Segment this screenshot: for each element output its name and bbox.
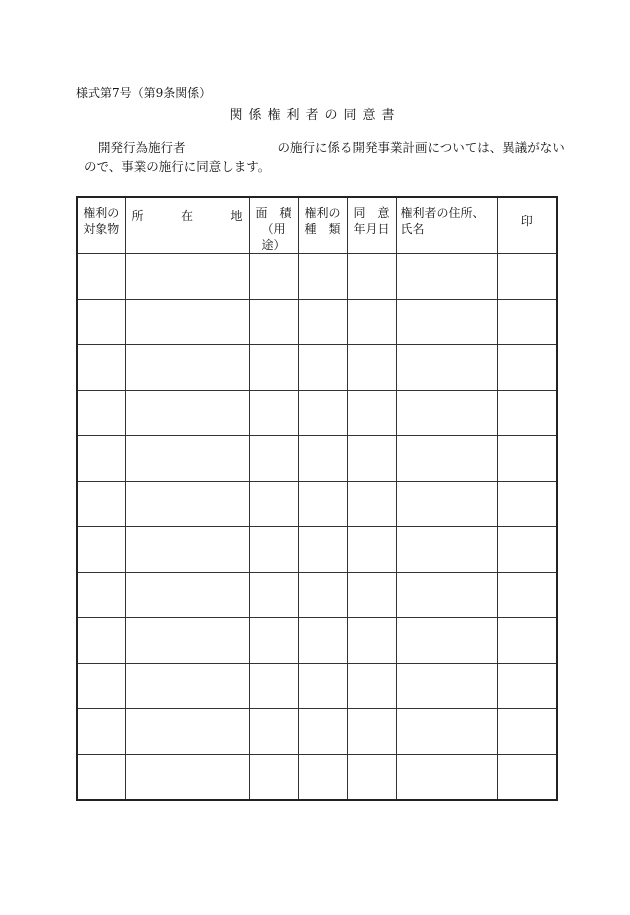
cell-area[interactable]	[249, 663, 298, 709]
cell-type[interactable]	[298, 436, 347, 482]
cell-date[interactable]	[347, 618, 396, 664]
header-area-char2: 積	[279, 206, 292, 220]
cell-seal[interactable]	[497, 345, 557, 391]
header-location	[125, 197, 249, 254]
cell-location[interactable]	[125, 390, 249, 436]
cell-area[interactable]	[249, 254, 298, 300]
cell-target[interactable]	[77, 436, 125, 482]
table-row	[77, 436, 557, 482]
cell-type[interactable]	[298, 572, 347, 618]
cell-area[interactable]	[249, 436, 298, 482]
cell-date[interactable]	[347, 436, 396, 482]
cell-location[interactable]	[125, 663, 249, 709]
header-location-char2: 在	[180, 209, 193, 223]
cell-holder[interactable]	[396, 345, 497, 391]
cell-location[interactable]	[125, 481, 249, 527]
cell-seal[interactable]	[497, 481, 557, 527]
statement-line-2: ので、事業の施行に同意します。	[84, 159, 271, 174]
cell-target[interactable]	[77, 709, 125, 755]
table-row	[77, 527, 557, 573]
cell-target[interactable]	[77, 390, 125, 436]
cell-type[interactable]	[298, 618, 347, 664]
header-seal	[497, 197, 557, 254]
cell-holder[interactable]	[396, 572, 497, 618]
cell-date[interactable]	[347, 663, 396, 709]
cell-location[interactable]	[125, 572, 249, 618]
header-date-char1: 同	[353, 206, 366, 220]
cell-area[interactable]	[249, 709, 298, 755]
cell-type[interactable]	[298, 390, 347, 436]
cell-area[interactable]	[249, 345, 298, 391]
header-date-char2: 意	[377, 206, 390, 220]
cell-area[interactable]	[249, 481, 298, 527]
table-row	[77, 345, 557, 391]
cell-holder[interactable]	[396, 254, 497, 300]
cell-location[interactable]	[125, 299, 249, 345]
cell-target[interactable]	[77, 754, 125, 800]
header-holder-line2: 氏名	[400, 222, 425, 236]
cell-seal[interactable]	[497, 618, 557, 664]
cell-seal[interactable]	[497, 663, 557, 709]
cell-type[interactable]	[298, 254, 347, 300]
header-target-line2: 対象物	[83, 222, 120, 236]
statement-line-1	[76, 138, 566, 157]
header-target	[77, 197, 125, 254]
table-row	[77, 663, 557, 709]
cell-type[interactable]	[298, 299, 347, 345]
cell-target[interactable]	[77, 663, 125, 709]
cell-seal[interactable]	[497, 254, 557, 300]
header-seal-label: 印	[520, 214, 533, 228]
cell-location[interactable]	[125, 254, 249, 300]
header-target-line1: 権利の	[83, 206, 120, 220]
cell-date[interactable]	[347, 527, 396, 573]
header-area-line2: （用途）	[261, 222, 286, 252]
cell-seal[interactable]	[497, 709, 557, 755]
header-type-line1: 権利の	[304, 206, 341, 220]
cell-holder[interactable]	[396, 663, 497, 709]
cell-area[interactable]	[249, 618, 298, 664]
cell-target[interactable]	[77, 618, 125, 664]
table-row	[77, 754, 557, 800]
cell-area[interactable]	[249, 390, 298, 436]
header-type	[298, 197, 347, 254]
cell-holder[interactable]	[396, 481, 497, 527]
header-date	[347, 197, 396, 254]
cell-date[interactable]	[347, 390, 396, 436]
cell-holder[interactable]	[396, 754, 497, 800]
cell-location[interactable]	[125, 709, 249, 755]
cell-target[interactable]	[77, 299, 125, 345]
document-title: 関係権利者の同意書	[229, 108, 401, 123]
form-number: 様式第7号（第9条関係）	[76, 86, 212, 100]
cell-location[interactable]	[125, 754, 249, 800]
cell-area[interactable]	[249, 572, 298, 618]
cell-holder[interactable]	[396, 299, 497, 345]
header-area	[249, 197, 298, 254]
cell-seal[interactable]	[497, 299, 557, 345]
cell-date[interactable]	[347, 481, 396, 527]
cell-seal[interactable]	[497, 390, 557, 436]
cell-location[interactable]	[125, 618, 249, 664]
header-area-char1: 面	[255, 206, 268, 220]
cell-target[interactable]	[77, 345, 125, 391]
cell-area[interactable]	[249, 527, 298, 573]
cell-date[interactable]	[347, 254, 396, 300]
cell-location[interactable]	[125, 345, 249, 391]
cell-seal[interactable]	[497, 436, 557, 482]
cell-type[interactable]	[298, 754, 347, 800]
table-header-row	[77, 197, 557, 254]
cell-location[interactable]	[125, 527, 249, 573]
cell-type[interactable]	[298, 345, 347, 391]
table-row	[77, 572, 557, 618]
cell-target[interactable]	[77, 254, 125, 300]
cell-holder[interactable]	[396, 390, 497, 436]
cell-area[interactable]	[249, 754, 298, 800]
cell-holder[interactable]	[396, 527, 497, 573]
header-location-char1: 所	[131, 209, 144, 223]
cell-target[interactable]	[77, 572, 125, 618]
cell-holder[interactable]	[396, 618, 497, 664]
cell-type[interactable]	[298, 709, 347, 755]
table-row	[77, 299, 557, 345]
table-row	[77, 481, 557, 527]
statement-continuation: の施行に係る開発事業計画については、異議がない	[277, 140, 565, 155]
cell-location[interactable]	[125, 436, 249, 482]
cell-date[interactable]	[347, 709, 396, 755]
consent-statement	[76, 138, 566, 176]
cell-type[interactable]	[298, 663, 347, 709]
cell-seal[interactable]	[497, 754, 557, 800]
consent-table	[76, 196, 558, 801]
table-row	[77, 709, 557, 755]
table-body	[77, 254, 557, 801]
cell-date[interactable]	[347, 345, 396, 391]
table-row	[77, 390, 557, 436]
header-location-char3: 地	[230, 209, 243, 223]
table-row	[77, 618, 557, 664]
cell-date[interactable]	[347, 754, 396, 800]
cell-seal[interactable]	[497, 572, 557, 618]
header-holder	[396, 197, 497, 254]
header-date-line2: 年月日	[353, 222, 390, 236]
cell-area[interactable]	[249, 299, 298, 345]
cell-date[interactable]	[347, 572, 396, 618]
header-holder-line1: 権利者の住所、	[400, 206, 485, 220]
cell-target[interactable]	[77, 481, 125, 527]
cell-type[interactable]	[298, 481, 347, 527]
cell-target[interactable]	[77, 527, 125, 573]
cell-holder[interactable]	[396, 436, 497, 482]
cell-type[interactable]	[298, 527, 347, 573]
cell-seal[interactable]	[497, 527, 557, 573]
cell-holder[interactable]	[396, 709, 497, 755]
table-row	[77, 254, 557, 300]
cell-date[interactable]	[347, 299, 396, 345]
header-type-char1: 種	[304, 222, 317, 236]
statement-developer-label: 開発行為施行者	[98, 140, 186, 155]
header-type-char2: 類	[328, 222, 341, 236]
